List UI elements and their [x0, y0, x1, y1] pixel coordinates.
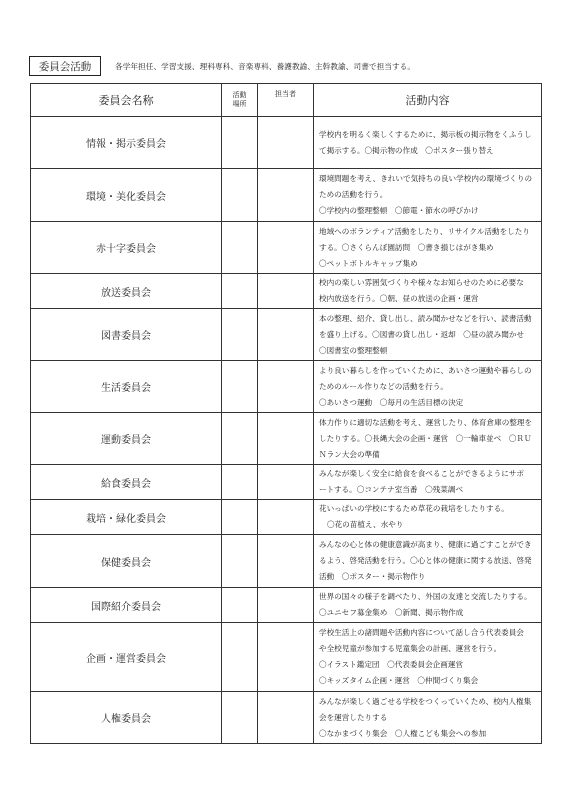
staff-cell — [258, 465, 314, 500]
activity-line: より良い暮らしを作っていくために、あいさつ運動や暮らしの — [319, 365, 532, 375]
activity-content — [314, 535, 542, 588]
activity-line: 〇ペットボトルキャップ集め — [319, 258, 418, 268]
header-committee-name: 委員会名称 — [31, 84, 222, 117]
table-row — [31, 535, 542, 588]
activity-line: 〇図書室の整理整頓 — [319, 345, 388, 355]
activity-line: 活動 〇ポスター・掲示物作り — [319, 572, 426, 581]
activity-line: 学校生活上の諸問題や活動内容について話し合う代表委員会 — [319, 628, 524, 637]
activity-content — [314, 169, 542, 222]
activity-line: 〇学校内の整理整頓 〇節電・節水の呼びかけ — [319, 206, 479, 215]
table-row — [31, 169, 542, 222]
activity-place-cell — [222, 588, 258, 623]
activity-line: 〇イラスト鑑定団 〇代表委員会企画運営 — [319, 660, 464, 669]
activity-place-cell — [222, 465, 258, 500]
activity-place-cell — [222, 169, 258, 222]
header-activity-place — [222, 84, 258, 117]
activity-line: 〇なかまづくり集会 〇人権こども集会への参加 — [319, 728, 487, 738]
activity-content — [314, 309, 542, 361]
activity-line: ートする。〇コンテナ室当番 〇残菜調べ — [319, 485, 464, 494]
activity-line: 花いっぱいの学校にするため草花の栽培をしたりする。 — [319, 504, 509, 513]
activity-line: 〇キッズタイム企画・運営 〇仲間づくり集会 — [319, 676, 479, 685]
staff-cell — [258, 692, 314, 744]
activity-line: 会を運営したりする — [319, 712, 388, 722]
activity-line: を盛り上げる。〇図書の貸し出し・返却 〇昼の読み聞かせ — [319, 329, 525, 339]
activity-line: したりする。〇長縄大会の企画・運営 〇一輪車並べ 〇ＲＵ — [319, 433, 532, 443]
activity-line: みんなの心と体の健康意識が高まり、健康に過ごすことができ — [319, 540, 532, 549]
table-row — [31, 117, 542, 169]
activity-place-cell — [222, 413, 258, 465]
committee-name: 給食委員会 — [31, 465, 222, 500]
staff-cell — [258, 623, 314, 692]
activity-line: する。〇さくらんぼ園訪問 〇書き損じはがき集め — [319, 242, 494, 252]
activity-line: や全校児童が参加する児童集会の計画、運営を行う。 — [319, 644, 502, 653]
activity-content — [314, 500, 542, 535]
table-row — [31, 222, 542, 274]
committee-name: 生活委員会 — [31, 361, 222, 413]
table-row — [31, 500, 542, 535]
staff-cell — [258, 169, 314, 222]
section-note: 各学年担任、学習支援、理科専科、音楽専科、養護教諭、主幹教諭、司書で担当する。 — [115, 61, 416, 71]
activity-line: 学校内を明るく楽しくするために、掲示板の掲示物をくふうし — [319, 129, 532, 139]
activity-content — [314, 274, 542, 309]
header-staff: 担当者 — [258, 84, 314, 117]
activity-line: 環境問題を考え、きれいで気持ちの良い学校内の環境づくりの — [319, 174, 533, 183]
activity-line: ための活動を行う。 — [319, 190, 388, 199]
activity-content — [314, 623, 542, 692]
section-title: 委員会活動 — [29, 56, 101, 76]
activity-line: ためのルール作りなどの活動を行う。 — [319, 381, 448, 391]
table-row — [31, 623, 542, 692]
activity-line: 本の整理、紹介、貸し出し、読み聞かせなどを行い、読書活動 — [319, 313, 532, 323]
table-header-row — [31, 84, 542, 117]
committee-name: 運動委員会 — [31, 413, 222, 465]
staff-cell — [258, 361, 314, 413]
activity-content — [314, 117, 542, 169]
activity-place-cell — [222, 117, 258, 169]
staff-cell — [258, 500, 314, 535]
section-header — [29, 56, 415, 76]
activity-line: 〇ユニセフ募金集め 〇新聞、掲示物作成 — [319, 608, 464, 617]
table-row — [31, 361, 542, 413]
staff-cell — [258, 535, 314, 588]
committee-name: 人権委員会 — [31, 692, 222, 744]
committee-name: 放送委員会 — [31, 274, 222, 309]
staff-cell — [258, 117, 314, 169]
committee-name: 国際紹介委員会 — [31, 588, 222, 623]
table-row — [31, 274, 542, 309]
activity-line: 世界の国々の様子を調べたり、外国の友達と交流したりする。 — [319, 592, 532, 601]
committee-name: 保健委員会 — [31, 535, 222, 588]
header-activity-place-text: 活動 場所 — [232, 91, 247, 108]
activity-content — [314, 222, 542, 274]
activity-place-cell — [222, 500, 258, 535]
activity-place-cell — [222, 274, 258, 309]
staff-cell — [258, 413, 314, 465]
activity-content — [314, 361, 542, 413]
staff-cell — [258, 222, 314, 274]
activity-content — [314, 465, 542, 500]
activity-line: て掲示する。〇掲示物の作成 〇ポスター張り替え — [319, 145, 494, 155]
table-row — [31, 692, 542, 744]
table-row — [31, 465, 542, 500]
committee-name: 情報・掲示委員会 — [31, 117, 222, 169]
activity-line: Ｎラン大会の準備 — [319, 449, 380, 459]
activity-content — [314, 692, 542, 744]
activity-line: 〇あいさつ運動 〇毎月の生活目標の決定 — [319, 397, 464, 407]
committee-table — [30, 83, 542, 744]
activity-line: 校内の楽しい雰囲気づくりや様々なお知らせのために必要な — [319, 278, 524, 287]
activity-line: 校内放送を行う。〇朝、昼の放送の企画・運営 — [319, 294, 479, 303]
activity-place-cell — [222, 623, 258, 692]
staff-cell — [258, 588, 314, 623]
activity-line: 体力作りに適切な活動を考え、運営したり、体育倉庫の整理を — [319, 417, 533, 427]
activity-line: みんなが楽しく過ごせる学校をつくっていくため、校内人権集 — [319, 696, 532, 706]
activity-place-cell — [222, 361, 258, 413]
activity-line: 地域へのボランティア活動をしたり、リサイクル活動をしたり — [319, 226, 530, 236]
staff-cell — [258, 274, 314, 309]
committee-name: 企画・運営委員会 — [31, 623, 222, 692]
committee-name: 環境・美化委員会 — [31, 169, 222, 222]
committee-name: 図書委員会 — [31, 309, 222, 361]
activity-place-cell — [222, 535, 258, 588]
activity-line: みんなが楽しく安全に給食を食べることができるようにサポ — [319, 469, 525, 478]
table-row — [31, 309, 542, 361]
activity-place-cell — [222, 222, 258, 274]
activity-line: るよう、啓発活動を行う。〇心と体の健康に関する放送、啓発 — [319, 556, 532, 565]
activity-place-cell — [222, 692, 258, 744]
committee-name: 赤十字委員会 — [31, 222, 222, 274]
activity-content — [314, 588, 542, 623]
table-row — [31, 413, 542, 465]
staff-cell — [258, 309, 314, 361]
table-row — [31, 588, 542, 623]
activity-line: 〇花の苗植え、水やり — [327, 520, 404, 529]
committee-name: 栽培・緑化委員会 — [31, 500, 222, 535]
activity-place-cell — [222, 309, 258, 361]
header-activity-content: 活動内容 — [314, 84, 542, 117]
activity-content — [314, 413, 542, 465]
